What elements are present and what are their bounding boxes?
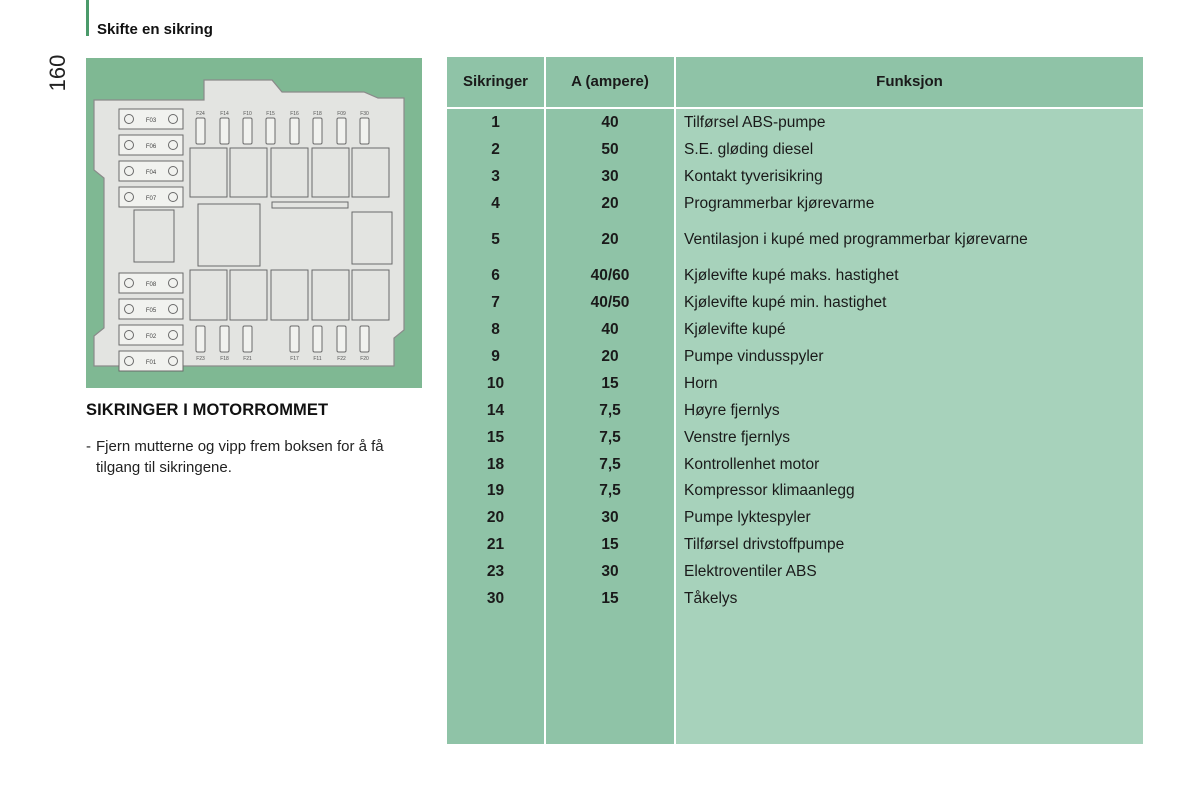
- caption-heading: SIKRINGER I MOTORROMMET: [86, 401, 329, 419]
- maxi-fuse: [119, 351, 183, 371]
- fuse-table: [447, 57, 1143, 744]
- row-function: Kompressor klimaanlegg: [684, 482, 855, 499]
- row-amperage: 50: [601, 141, 619, 158]
- relay: [134, 210, 174, 262]
- maxi-fuse-label: F04: [145, 170, 157, 176]
- maxi-fuse: [119, 135, 183, 155]
- row-function: Venstre fjernlys: [684, 429, 790, 446]
- relay: [230, 270, 267, 320]
- header-divider: [447, 107, 1143, 109]
- mini-fuse: [243, 326, 252, 362]
- relay: [352, 148, 389, 197]
- row-fuse-number: 21: [486, 536, 505, 553]
- mini-fuse: [313, 111, 322, 144]
- relay: [271, 270, 308, 320]
- relay: [271, 148, 308, 197]
- row-fuse-number: 7: [491, 294, 500, 311]
- row-amperage: 40/60: [590, 267, 630, 284]
- row-function: Horn: [684, 375, 718, 392]
- row-fuse-number: 23: [486, 563, 505, 580]
- maxi-fuse-label: F07: [145, 196, 157, 202]
- caption-body: [86, 436, 431, 478]
- mini-fuse-label: F24: [196, 111, 205, 117]
- mini-fuse-label: F20: [360, 356, 369, 362]
- section-title: Skifte en sikring: [97, 21, 213, 38]
- relay: [352, 212, 392, 264]
- mini-fuse-body: [243, 326, 252, 352]
- relay: [352, 270, 389, 320]
- row-fuse-number: 14: [486, 402, 505, 419]
- row-amperage: 30: [601, 168, 619, 185]
- fuse-bar: [272, 202, 348, 208]
- column-divider: [674, 57, 676, 744]
- row-function: Høyre fjernlys: [684, 402, 780, 419]
- mini-fuse-label: F14: [220, 111, 229, 117]
- mini-fuse-body: [266, 118, 275, 144]
- mini-fuse-body: [196, 326, 205, 352]
- row-function: S.E. gløding diesel: [684, 141, 814, 158]
- mini-fuse-body: [360, 326, 369, 352]
- mini-fuse-body: [196, 118, 205, 144]
- row-function: Tilførsel ABS-pumpe: [684, 114, 826, 131]
- mini-fuse: [360, 111, 369, 144]
- maxi-fuse-label: F08: [145, 282, 157, 288]
- row-function: Kontrollenhet motor: [684, 456, 820, 473]
- relay: [312, 148, 349, 197]
- row-amperage: 20: [601, 195, 619, 212]
- header-amp: A (ampere): [546, 57, 674, 107]
- maxi-fuse: [119, 299, 183, 319]
- maxi-fuse-label: F05: [145, 308, 157, 314]
- mini-fuse-label: F17: [290, 356, 299, 362]
- mini-fuse-body: [243, 118, 252, 144]
- row-fuse-number: 6: [491, 267, 500, 284]
- row-fuse-number: 30: [486, 590, 505, 607]
- relay: [312, 270, 349, 320]
- mini-fuse-label: F21: [243, 356, 252, 362]
- mini-fuse: [196, 111, 205, 144]
- caption-text: Fjern mutterne og vipp frem boksen for å få tilgang til sikringene.: [96, 438, 384, 476]
- mini-fuse-body: [290, 326, 299, 352]
- page-number: 160: [45, 54, 70, 92]
- mini-fuse: [220, 111, 229, 144]
- mini-fuse: [266, 111, 275, 144]
- mini-fuse-body: [337, 326, 346, 352]
- mini-fuse-label: F18: [313, 111, 322, 117]
- row-function: Pumpe lyktespyler: [684, 509, 811, 526]
- row-amperage: 30: [601, 563, 619, 580]
- section-marker: [86, 0, 89, 36]
- row-function: Tilførsel drivstoffpumpe: [684, 536, 845, 553]
- maxi-fuse-label: F02: [145, 334, 157, 340]
- row-amperage: 30: [601, 509, 619, 526]
- row-fuse-number: 20: [486, 509, 505, 526]
- maxi-fuse: [119, 161, 183, 181]
- mini-fuse-label: F10: [243, 111, 252, 117]
- row-fuse-number: 8: [491, 321, 500, 338]
- row-function: Pumpe vindusspyler: [684, 348, 824, 365]
- mini-fuse-body: [313, 118, 322, 144]
- row-fuse-number: 18: [486, 456, 505, 473]
- row-amperage: 15: [601, 375, 619, 392]
- row-function: Tåkelys: [684, 590, 738, 607]
- row-function: Kjølevifte kupé min. hastighet: [684, 294, 887, 311]
- row-amperage: 7,5: [599, 482, 621, 499]
- mini-fuse: [243, 111, 252, 144]
- mini-fuse-body: [360, 118, 369, 144]
- mini-fuse: [313, 326, 322, 362]
- mini-fuse-label: F09: [337, 111, 346, 117]
- mini-fuse-body: [337, 118, 346, 144]
- row-fuse-number: 10: [486, 375, 505, 392]
- relay: [190, 270, 227, 320]
- mini-fuse-label: F18: [220, 356, 229, 362]
- mini-fuse-label: F23: [196, 356, 205, 362]
- row-fuse-number: 3: [491, 168, 500, 185]
- row-fuse-number: 1: [491, 114, 500, 131]
- row-function: Kjølevifte kupé: [684, 321, 786, 338]
- row-amperage: 7,5: [599, 429, 621, 446]
- row-amperage: 15: [601, 590, 619, 607]
- mini-fuse-label: F16: [290, 111, 299, 117]
- relay: [230, 148, 267, 197]
- maxi-fuse: [119, 187, 183, 207]
- maxi-fuse: [119, 325, 183, 345]
- maxi-fuse: [119, 273, 183, 293]
- row-fuse-number: 4: [491, 195, 500, 212]
- mini-fuse-body: [313, 326, 322, 352]
- fuse-box-diagram: [86, 58, 422, 388]
- row-amperage: 15: [601, 536, 619, 553]
- header-function: Funksjon: [676, 57, 1143, 107]
- header-fuse: Sikringer: [447, 57, 544, 107]
- maxi-fuse-label: F06: [145, 144, 157, 150]
- row-function: Programmerbar kjørevarme: [684, 195, 875, 212]
- maxi-fuse-label: F01: [145, 360, 157, 366]
- row-amperage: 20: [601, 231, 619, 248]
- mini-fuse-label: F15: [266, 111, 275, 117]
- caption-dash: -: [86, 438, 91, 455]
- row-function: Kontakt tyverisikring: [684, 168, 823, 185]
- row-function: Ventilasjon i kupé med programmerbar kjørevarne: [684, 231, 1028, 248]
- mini-fuse: [290, 326, 299, 362]
- relay: [190, 148, 227, 197]
- mini-fuse: [337, 326, 346, 362]
- mini-fuse-label: F11: [313, 356, 322, 362]
- mini-fuse: [196, 326, 205, 362]
- mini-fuse-body: [220, 326, 229, 352]
- mini-fuse: [360, 326, 369, 362]
- row-function: Kjølevifte kupé maks. hastighet: [684, 267, 899, 284]
- large-relay: [198, 204, 260, 266]
- mini-fuse: [290, 111, 299, 144]
- row-amperage: 40: [601, 321, 619, 338]
- row-fuse-number: 19: [486, 482, 505, 499]
- mini-fuse: [337, 111, 346, 144]
- row-fuse-number: 9: [491, 348, 500, 365]
- mini-fuse-body: [220, 118, 229, 144]
- mini-fuse-label: F22: [337, 356, 346, 362]
- row-fuse-number: 15: [486, 429, 505, 446]
- row-amperage: 7,5: [599, 402, 621, 419]
- mini-fuse: [220, 326, 229, 362]
- row-amperage: 20: [601, 348, 619, 365]
- maxi-fuse-label: F03: [145, 118, 157, 124]
- row-amperage: 7,5: [599, 456, 621, 473]
- row-function: Elektroventiler ABS: [684, 563, 817, 580]
- row-fuse-number: 2: [491, 141, 500, 158]
- row-amperage: 40: [601, 114, 619, 131]
- row-amperage: 40/50: [590, 294, 630, 311]
- mini-fuse-label: F30: [360, 111, 369, 117]
- mini-fuse-body: [290, 118, 299, 144]
- row-fuse-number: 5: [491, 231, 500, 248]
- maxi-fuse: [119, 109, 183, 129]
